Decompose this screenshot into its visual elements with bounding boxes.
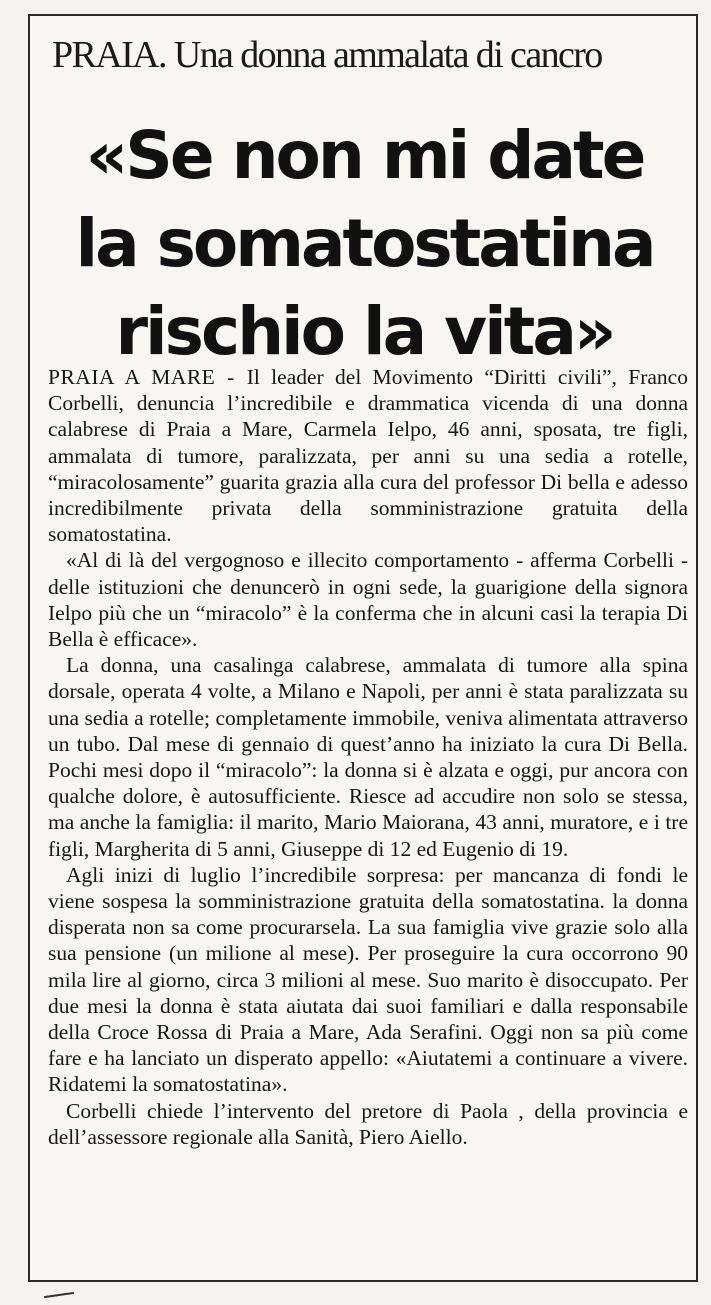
dateline: PRAIA A MARE - — [48, 365, 247, 389]
headline-line: la somatostatina — [75, 205, 654, 282]
newspaper-clipping — [28, 14, 698, 1282]
article-paragraph — [48, 364, 688, 547]
headline-line: «Se non mi date — [85, 117, 644, 194]
article-paragraph: Agli inizi di luglio l’incredibile sorpresa: per mancanza di fondi le viene sospesa la somministrazione gratuita della somatostatina. la donna disperata non sa come procurarsela. La sua famiglia vive grazie solo alla sua pensione (un milione al mese). Per proseguire la cura occorrono 90 mila lire al giorno, circa 3 milioni al mese. Suo marito è disoccupato. Per due mesi la donna è stata aiutata dai suoi familiari e dalla responsabile della Croce Rossa di Praia a Mare, Ada Serafini. Oggi non sa più come fare e ha lanciato un disperato appello: «Aiutatemi a continuare a vivere. Ridatemi la somatostatina». — [48, 862, 688, 1097]
kicker: PRAIA. Una donna ammalata di cancro — [52, 34, 602, 76]
article-body — [48, 364, 688, 1150]
headline — [42, 112, 687, 376]
scan-mark — [44, 1292, 74, 1298]
article-paragraph: La donna, una casalinga calabrese, ammalata di tumore alla spina dorsale, operata 4 volte, a Milano e Napoli, per anni è stata paralizzata su una sedia a rotelle; completamente immobile, veniva alimentata attraverso un tubo. Dal mese di gennaio di quest’anno ha iniziato la cura Di Bella. Pochi mesi dopo il “miracolo”: la donna si è alzata e oggi, pur ancora con qualche dolore, è autosufficiente. Riesce ad accudire non solo se stessa, ma anche la famiglia: il marito, Mario Maiorana, 43 anni, muratore, e i tre figli, Margherita di 5 anni, Giuseppe di 12 ed Eugenio di 19. — [48, 653, 688, 861]
article-paragraph: Corbelli chiede l’intervento del pretore di Paola , della provincia e dell’assessore regionale alla Sanità, Piero Aiello. — [48, 1098, 688, 1149]
paragraph-text: Il leader del Movimento “Diritti civili”, Franco Corbelli, denuncia l’incredibile e drammatica vicenda di una donna calabrese di Praia a Mare, Carmela Ielpo, 46 anni, sposata, tre figli, ammalata di tumore, paralizzata, per anni su una sedia a rotelle, “miracolosamente” guarita grazia alla cura del professor Di bella e adesso incredibilmente privata della somministrazione gratuita della somatostatina. — [48, 365, 688, 547]
headline-line: rischio la vita» — [115, 293, 614, 370]
article-paragraph: «Al di là del vergognoso e illecito comportamento - afferma Corbelli - delle istituzioni che denuncerò in ogni sede, la guarigione della signora Ielpo più che un “miracolo” è la conferma che in alcuni casi la terapia Di Bella è efficace». — [48, 548, 688, 652]
